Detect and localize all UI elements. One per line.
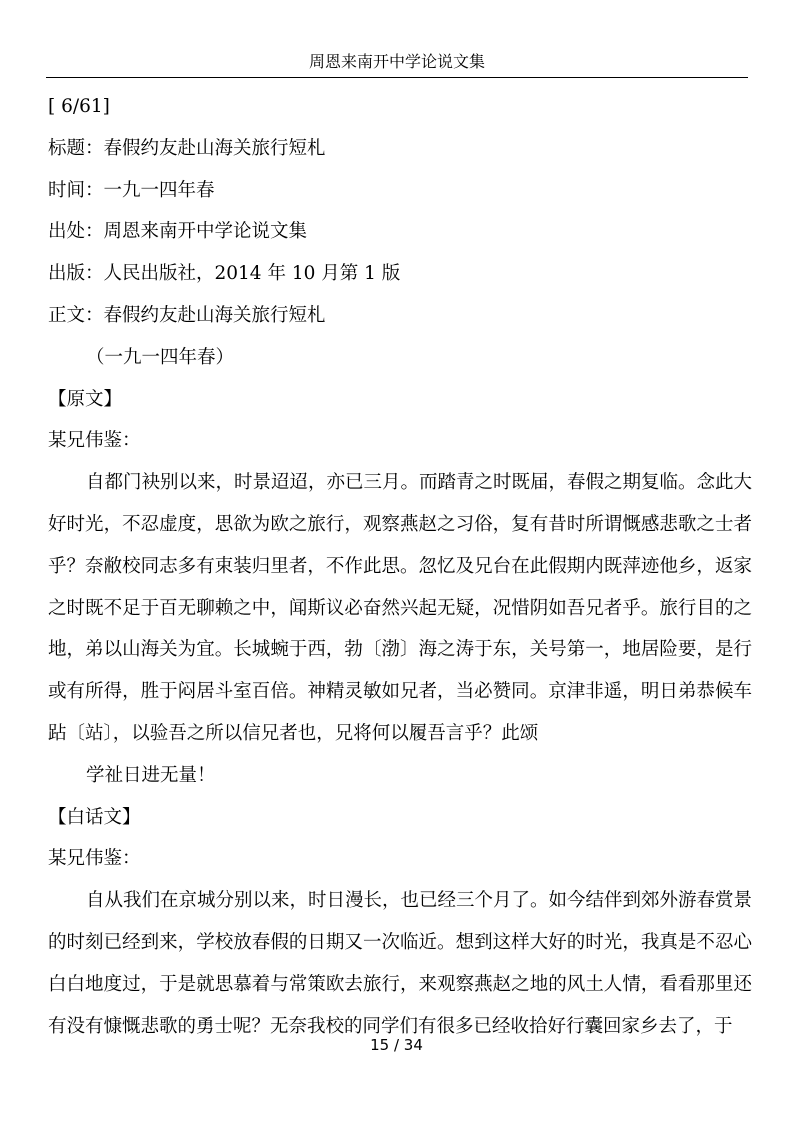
header-rule	[46, 77, 748, 78]
original-section-heading: 【原文】	[48, 388, 123, 410]
entry-title: 标题：春假约友赴山海关旅行短札	[48, 137, 326, 159]
entry-publisher: 出版：人民出版社，2014 年 10 月第 1 版	[48, 263, 401, 285]
running-header: 周恩来南开中学论说文集	[308, 52, 485, 71]
entry-time: 时间：一九一四年春	[48, 179, 215, 201]
document-body	[48, 86, 752, 1047]
original-date: （一九一四年春）	[86, 346, 235, 368]
entry-text-title: 正文：春假约友赴山海关旅行短札	[48, 304, 326, 326]
original-closing: 学祉日进无量！	[86, 764, 216, 786]
vernacular-paragraph: 自从我们在京城分别以来，时日漫长，也已经三个月了。如今结伴到郊外游春赏景的时刻已经到来，学校放春假的日期又一次临近。想到这样大好的时光，我真是不忍心白白地度过，于是就思慕着与常策欧去旅行，来观察燕赵之地的风土人情，看看那里还有没有慷慨悲歌的勇士呢？无奈我校的同学们有很多已经收拾好行囊回家乡去了，于	[48, 890, 753, 1037]
entry-source: 出处：周恩来南开中学论说文集	[48, 221, 308, 243]
vernacular-section-heading: 【白话文】	[48, 806, 141, 828]
original-paragraph: 自都门袂别以来，时景迢迢，亦已三月。而踏青之时既届，春假之期复临。念此大好时光，不忍虚度，思欲为欧之旅行，观察燕赵之习俗，复有昔时所谓慨感悲歌之士者乎？奈敝校同志多有束装归里者，不作此思。忽忆及兄台在此假期内既萍迹他乡，返家之时既不足于百无聊赖之中，闻斯议必奋然兴起无疑，况惜阴如吾兄者乎。旅行目的之地，弟以山海关为宜。长城蜿于西，勃〔渤〕海之涛于东，关号第一，地居险要，是行或有所得，胜于闷居斗室百倍。神精灵敏如兄者，当必赞同。京津非遥，明日弟恭候车跕〔站〕，以验吾之所以信兄者也，兄将何以履吾言乎？此颂	[48, 472, 753, 744]
original-salutation: 某兄伟鉴：	[48, 430, 141, 452]
entry-index: [ 6/61]	[48, 96, 110, 117]
page-number: 15 / 34	[370, 1036, 423, 1054]
vernacular-salutation: 某兄伟鉴：	[48, 848, 141, 870]
